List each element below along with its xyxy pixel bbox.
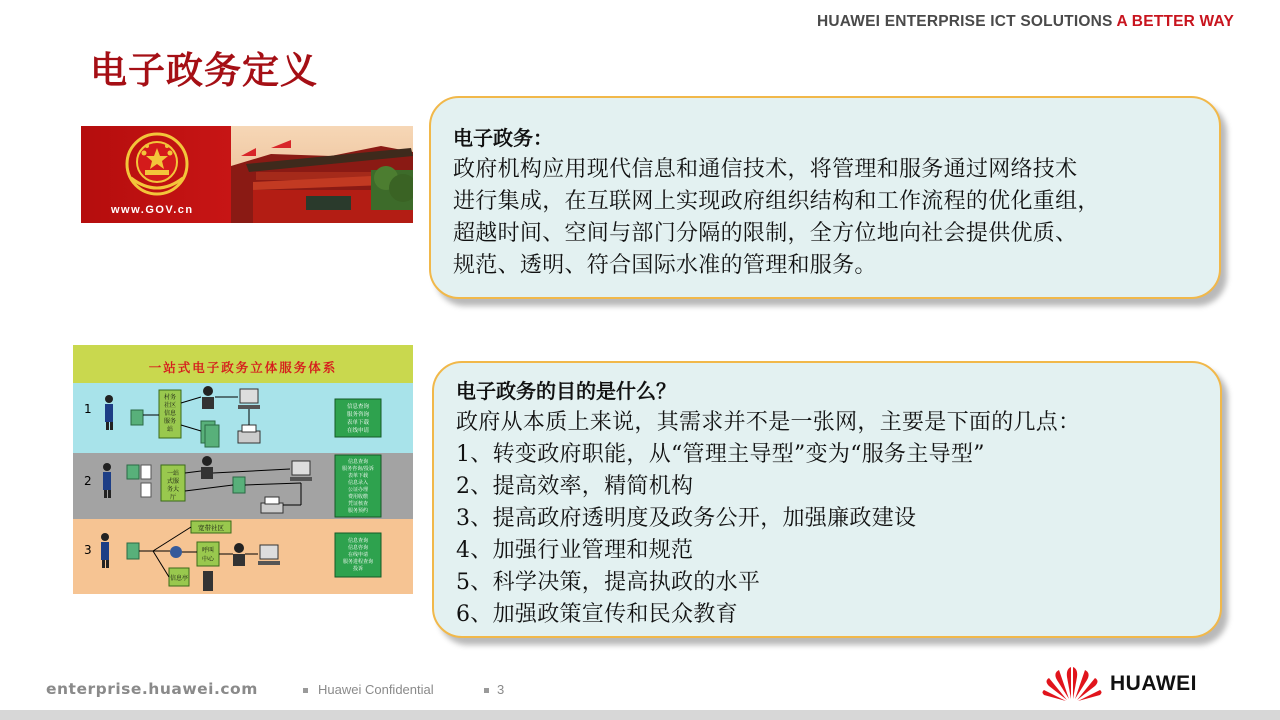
document-icon: [131, 410, 143, 425]
computer-icon: [258, 545, 280, 565]
tiananmen-photo: [231, 126, 413, 223]
service-diagram-graphic: [73, 345, 413, 594]
purpose-title: 电子政务的目的是什么？: [456, 379, 676, 403]
row2-service-6: 凭证核查: [347, 501, 369, 507]
computer-icon: [290, 461, 312, 481]
citizen-icon: [101, 533, 109, 568]
footer-url: enterprise.huawei.com: [46, 680, 258, 698]
row-number-3: 3: [84, 543, 92, 557]
row2-service-2: 表单下载: [347, 473, 369, 479]
row2-service-1: 服务咨询/投诉: [342, 466, 374, 472]
row3-service-4: 投诉: [352, 566, 364, 572]
page-title: 电子政务定义: [90, 49, 318, 92]
row1-service-1: 服务咨询: [346, 412, 370, 418]
phone-icon: [170, 546, 182, 558]
row2-service-7: 服务预约: [347, 508, 369, 514]
svg-text:务大: 务大: [166, 486, 180, 493]
svg-text:厅: 厅: [169, 494, 177, 501]
row3-service-3: 服务进程查询: [342, 559, 374, 565]
definition-line-2: 进行集成，在互联网上实现政府组织结构和工作流程的优化重组，: [453, 189, 1100, 214]
svg-text:中心: 中心: [201, 556, 215, 563]
gov-portal-banner-image: [81, 126, 413, 223]
definition-title: 电子政务：: [453, 126, 553, 150]
brand-banner: [817, 13, 1234, 31]
footer-separator-dot: [303, 688, 308, 693]
svg-text:式服: 式服: [166, 478, 180, 485]
bottom-bar: [0, 710, 1280, 720]
footer-separator-dot: [484, 688, 489, 693]
row2-service-3: 信息录入: [347, 480, 369, 486]
row3-tag-broadband: 宽带社区: [198, 524, 224, 532]
purpose-line-7: 6、加强政策宣传和民众教育: [456, 602, 738, 627]
citizen-icon: [105, 395, 113, 430]
purpose-callout: [432, 361, 1222, 638]
svg-text:一站: 一站: [166, 470, 180, 477]
kiosk-icon: [203, 571, 213, 591]
document-stack-icon: [201, 421, 219, 447]
svg-text:信息: 信息: [163, 410, 177, 417]
row1-service-3: 在线申请: [346, 428, 370, 434]
definition-line-4: 规范、透明、符合国际水准的管理和服务。: [453, 253, 877, 278]
footer-confidential: Huawei Confidential: [318, 682, 434, 697]
service-system-diagram-image: [73, 345, 413, 594]
row-number-1: 1: [84, 402, 92, 416]
operator-icon: [202, 386, 214, 409]
definition-line-3: 超越时间、空间与部门分隔的限制，全方位地向社会提供优质、: [453, 221, 1078, 246]
row3-service-2: 在线申请: [347, 552, 369, 558]
purpose-line-3: 2、提高效率，精简机构: [456, 474, 694, 499]
row1-service-0: 信息查询: [346, 404, 370, 410]
operator-icon: [201, 456, 213, 479]
citizen-icon: [103, 463, 111, 498]
purpose-line-2: 1、转变政府职能，从“管理主导型”变为“服务主导型”: [456, 442, 985, 467]
diagram-title: 一站式电子政务立体服务体系: [148, 360, 338, 375]
row2-service-5: 费用收缴: [347, 494, 369, 500]
document-icon: [233, 477, 245, 493]
row-number-2: 2: [84, 474, 92, 488]
svg-text:服务: 服务: [163, 418, 177, 425]
row2-service-0: 信息查询: [347, 459, 369, 465]
row3-service-1: 信息咨询: [347, 545, 369, 551]
svg-text:呼叫: 呼叫: [201, 547, 215, 554]
row3-tag-kiosk: 信息亭: [169, 575, 189, 582]
purpose-line-6: 5、科学决策，提高执政的水平: [456, 570, 761, 595]
gov-banner-graphic: [81, 126, 413, 223]
purpose-line-5: 4、加强行业管理和规范: [456, 538, 694, 563]
definition-callout: [429, 96, 1221, 299]
huawei-logo-icon: [1040, 663, 1104, 703]
row3-service-0: 信息查询: [347, 538, 369, 544]
row1-service-2: 表单下载: [346, 420, 370, 426]
purpose-line-4: 3、提高政府透明度及政务公开，加强廉政建设: [456, 506, 917, 531]
document-icon: [127, 543, 139, 559]
definition-line-1: 政府机构应用现代信息和通信技术，将管理和服务通过网络技术: [453, 157, 1078, 182]
banner-main-text: HUAWEI ENTERPRISE ICT SOLUTIONS: [816, 13, 1113, 30]
operator-icon: [233, 543, 245, 566]
svg-text:站: 站: [166, 426, 174, 433]
computer-icon: [238, 389, 260, 409]
page-number: 3: [497, 682, 505, 697]
svg-text:村务: 村务: [163, 394, 177, 401]
svg-text:社区: 社区: [163, 402, 177, 409]
row2-service-4: 公证办理: [347, 487, 369, 493]
purpose-line-1: 政府从本质上来说，其需求并不是一张网，主要是下面的几点：: [456, 410, 1081, 435]
banner-accent-text: A BETTER WAY: [1116, 13, 1234, 30]
gov-site-text: www.GOV.cn: [111, 204, 194, 216]
huawei-logo-text: HUAWEI: [1110, 672, 1197, 695]
